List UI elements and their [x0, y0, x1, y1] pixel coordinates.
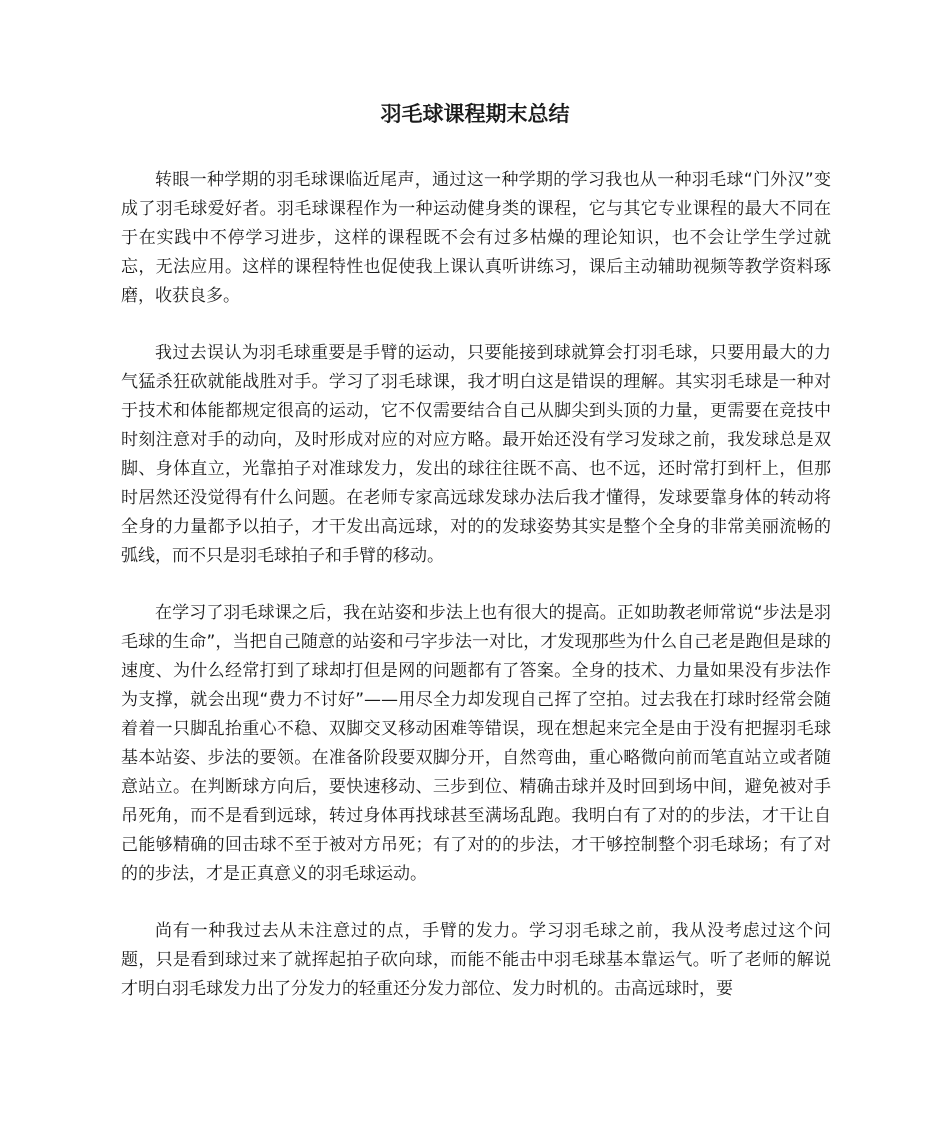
document-body [121, 166, 831, 1032]
paragraph-2: 我过去误认为羽毛球重要是手臂的运动，只要能接到球就算会打羽毛球，只要用最大的力气猛杀狂砍就能战胜对手。学习了羽毛球课，我才明白这是错误的理解。其实羽毛球是一种对于技术和体能都规定很高的运动，它不仅需要结合自己从脚尖到头顶的力量，更需要在竞技中时刻注意对手的动向，及时形成对应的对应方略。最开始还没有学习发球之前，我发球总是双脚、身体直立，光靠拍子对准球发力，发出的球往往既不高、也不远，还时常打到杆上，但那时居然还没觉得有什么问题。在老师专家高远球发球办法后我才懂得，发球要靠身体的转动将全身的力量都予以拍子，才干发出高远球，对的的发球姿势其实是整个全身的非常美丽流畅的弧线，而不只是羽毛球拍子和手臂的移动。 [121, 343, 831, 566]
paragraph-4: 尚有一种我过去从未注意过的点，手臂的发力。学习羽毛球之前，我从没考虑过这个问题，只是看到球过来了就挥起拍子砍向球，而能不能击中羽毛球基本靠运气。听了老师的解说才明白羽毛球发力出了分发力的轻重还分发力部位、发力时机的。击高远球时，要 [121, 921, 831, 999]
document-title: 羽毛球课程期末总结 [380, 102, 570, 126]
paragraph-3: 在学习了羽毛球课之后，我在站姿和步法上也有很大的提高。正如助教老师常说“步法是羽毛球的生命”，当把自己随意的站姿和弓字步法一对比，才发现那些为什么自己老是跑但是球的速度、为什么经常打到了球却打但是网的问题都有了答案。全身的技术、力量如果没有步法作为支撑，就会出现“费力不讨好”——用尽全力却发现自己挥了空拍。过去我在打球时经常会随着着一只脚乱抬重心不稳、双脚交叉移动困难等错误，现在想起来完全是由于没有把握羽毛球基本站姿、步法的要领。在准备阶段要双脚分开，自然弯曲，重心略微向前而笔直站立或者随意站立。在判断球方向后，要快速移动、三步到位、精确击球并及时回到场中间，避免被对手吊死角，而不是看到远球，转过身体再找球甚至满场乱跑。我明白有了对的的步法，才干让自己能够精确的回击球不至于被对方吊死；有了对的的步法，才干够控制整个羽毛球场；有了对的的步法，才是正真意义的羽毛球运动。 [121, 603, 831, 884]
paragraph-1: 转眼一种学期的羽毛球课临近尾声，通过这一种学期的学习我也从一种羽毛球“门外汉”变成了羽毛球爱好者。羽毛球课程作为一种运动健身类的课程，它与其它专业课程的最大不同在于在实践中不停学习进步，这样的课程既不会有过多枯燥的理论知识，也不会让学生学过就忘，无法应用。这样的课程特性也促使我上课认真听讲练习，课后主动辅助视频等教学资料琢磨，收获良多。 [121, 170, 831, 306]
